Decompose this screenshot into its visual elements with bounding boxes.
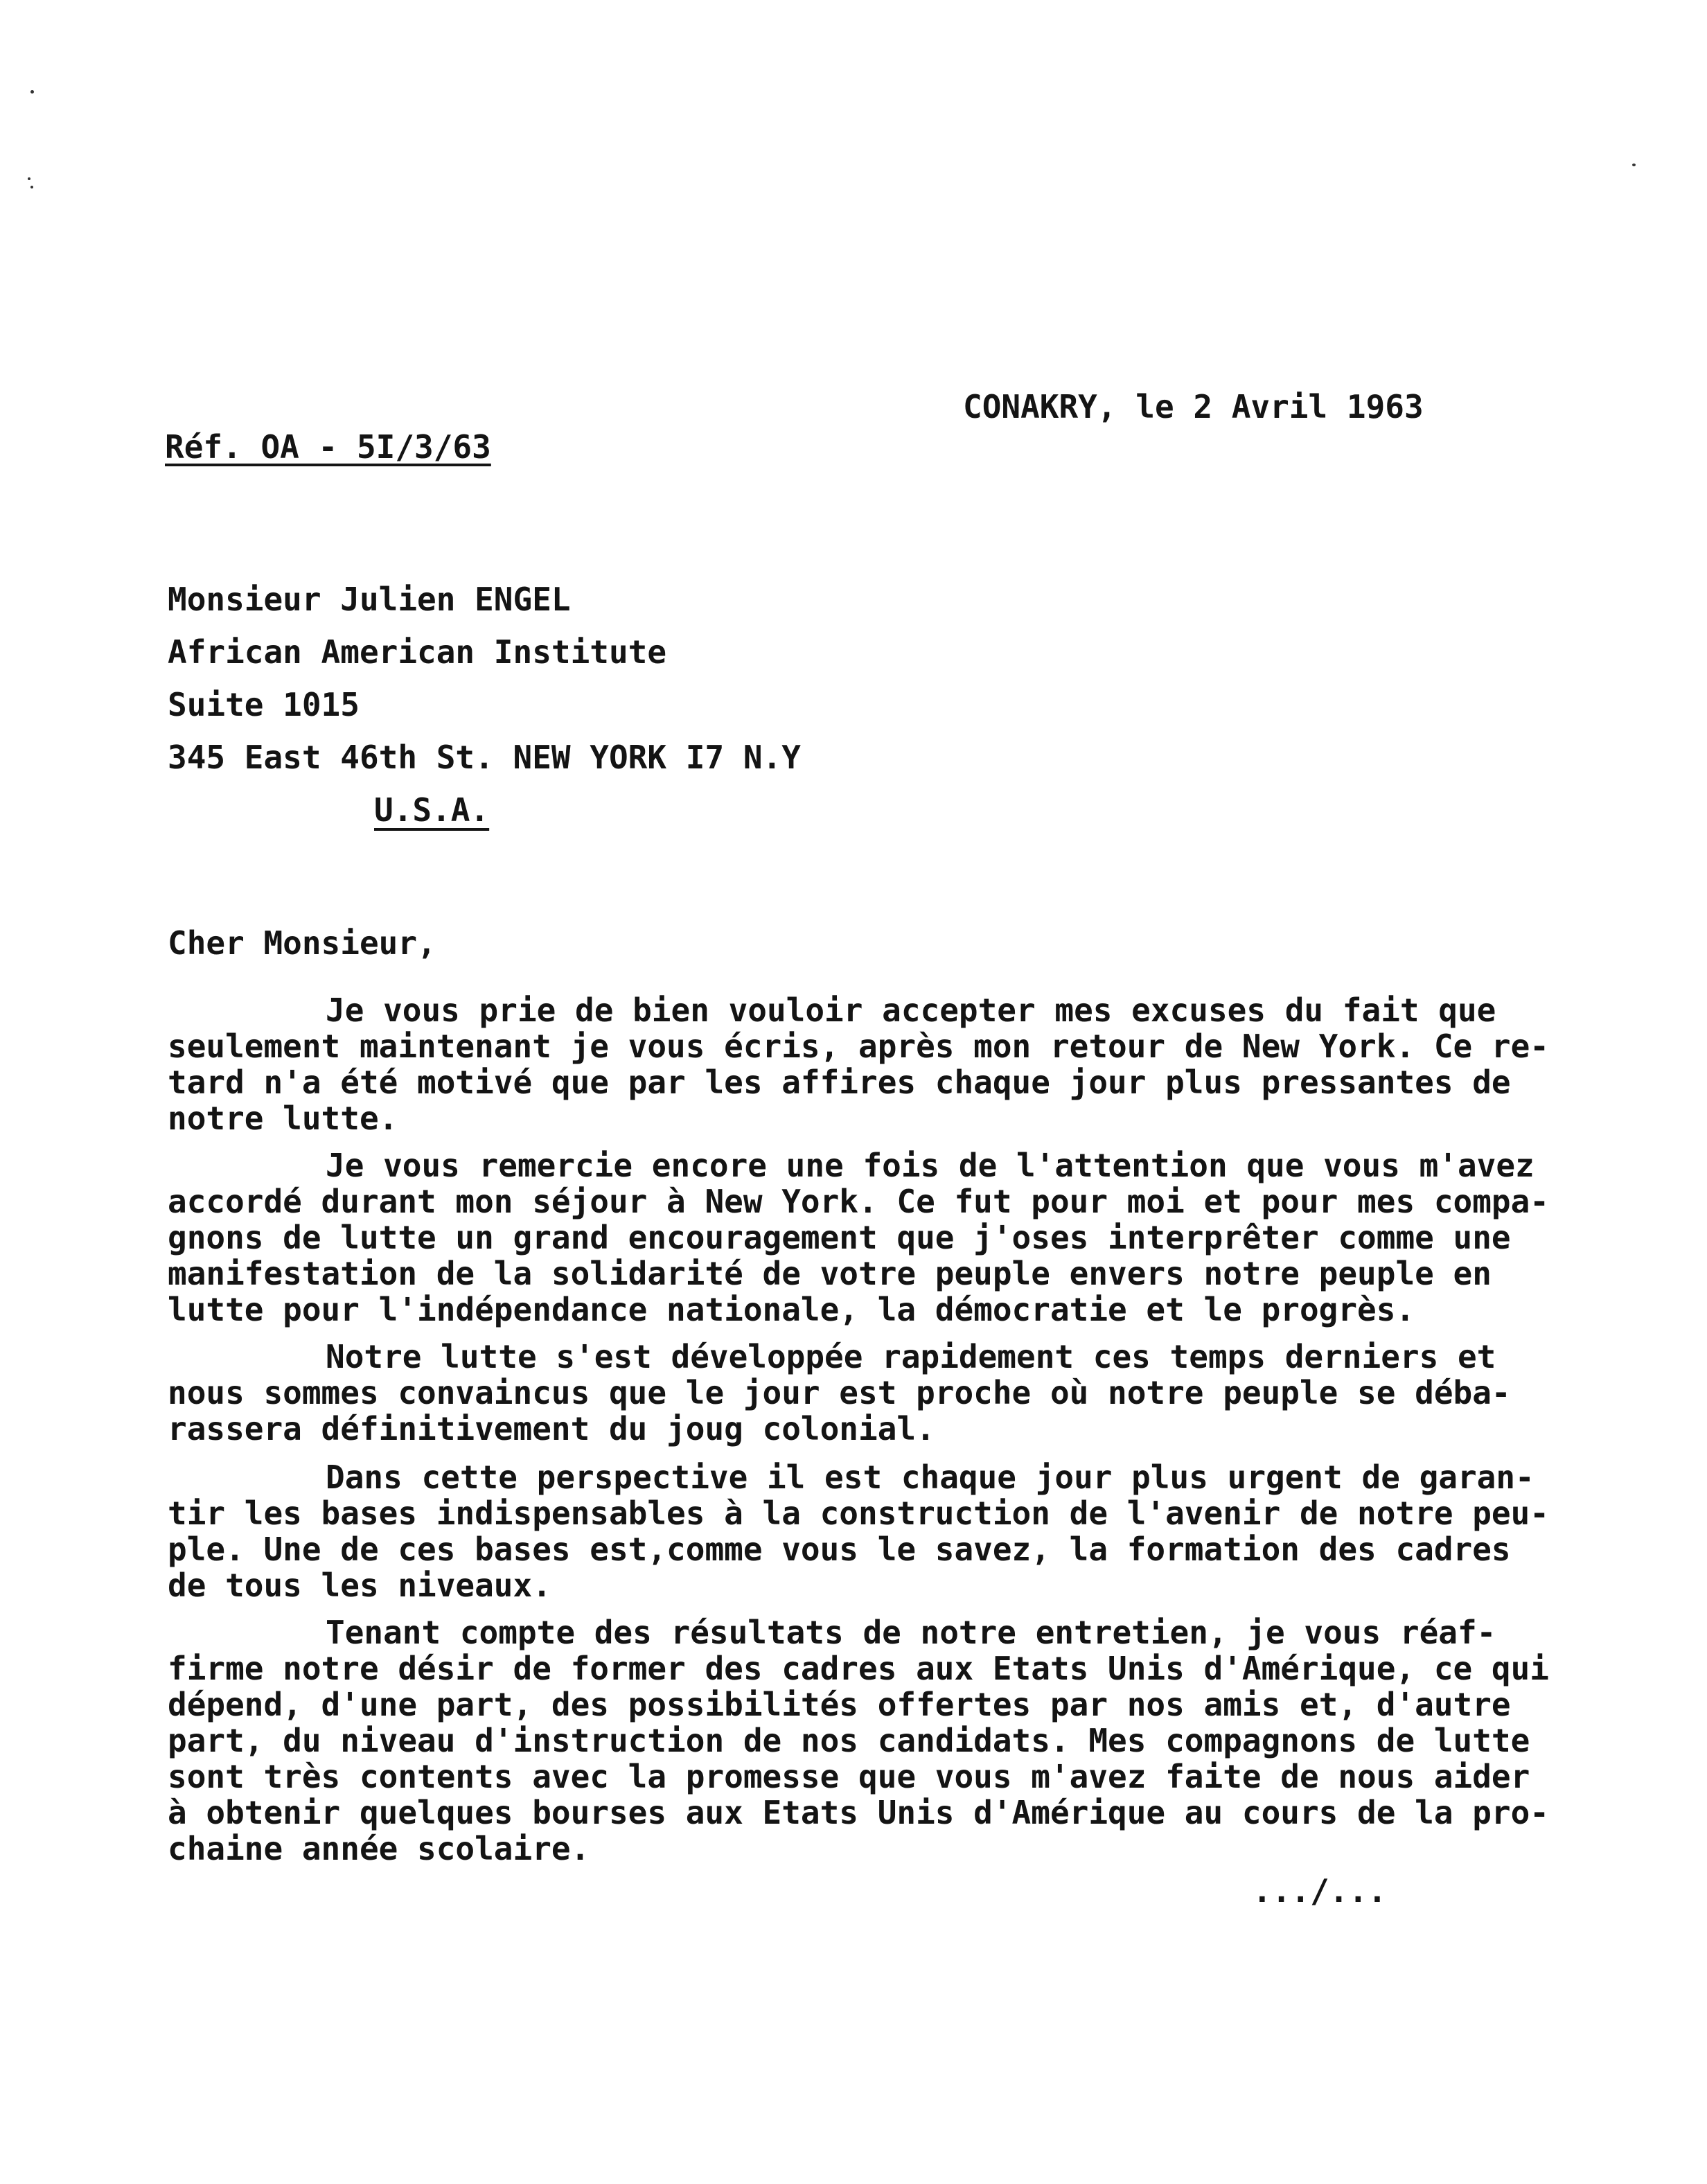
margin-speck [1632, 164, 1636, 166]
paragraph-line: de tous les niveaux. [168, 1567, 551, 1604]
paragraph-perspective [168, 1459, 1643, 1603]
paragraph-line: Je vous prie de bien vouloir accepter mes excuses du fait que [326, 992, 1496, 1029]
paragraph-line: accordé durant mon séjour à New York. Ce fut pour moi et pour mes compa- [168, 1183, 1549, 1220]
paragraph-line: ple. Une de ces bases est,comme vous le savez, la formation des cadres [168, 1531, 1511, 1568]
recipient-country: U.S.A. [374, 791, 490, 829]
paragraph-scholarships [168, 1614, 1643, 1867]
continued-marker: .../... [1253, 1872, 1387, 1910]
paragraph-line: tard n'a été motivé que par les affires chaque jour plus pressantes de [168, 1064, 1511, 1101]
paragraph-line: part, du niveau d'instruction de nos candidats. Mes compagnons de lutte [168, 1722, 1530, 1759]
margin-speck [28, 177, 30, 180]
paragraph-line: seulement maintenant je vous écris, après mon retour de New York. Ce re- [168, 1028, 1549, 1065]
recipient-name: Monsieur Julien ENGEL [168, 581, 571, 618]
reference-number: Réf. OA - 5I/3/63 [165, 428, 491, 466]
paragraph-line: Dans cette perspective il est chaque jour plus urgent de garan- [326, 1459, 1534, 1496]
paragraph-line: tir les bases indispensables à la construction de l'avenir de notre peu- [168, 1495, 1549, 1532]
paragraph-line: Notre lutte s'est développée rapidement ces temps derniers et [326, 1338, 1496, 1375]
paragraph-thanks [168, 1147, 1643, 1328]
salutation: Cher Monsieur, [168, 924, 436, 962]
paragraph-line: firme notre désir de former des cadres aux Etats Unis d'Amérique, ce qui [168, 1650, 1549, 1687]
recipient-suite: Suite 1015 [168, 686, 360, 723]
paragraph-line: notre lutte. [168, 1100, 398, 1137]
paragraph-struggle [168, 1339, 1643, 1447]
margin-speck [30, 90, 34, 94]
paragraph-line: gnons de lutte un grand encouragement que j'oses interprêter comme une [168, 1219, 1511, 1256]
paragraph-line: dépend, d'une part, des possibilités offertes par nos amis et, d'autre [168, 1686, 1511, 1723]
paragraph-apology [168, 992, 1643, 1136]
paragraph-line: manifestation de la solidarité de votre peuple envers notre peuple en [168, 1255, 1492, 1292]
paragraph-line: lutte pour l'indépendance nationale, la démocratie et le progrès. [168, 1291, 1415, 1328]
paragraph-line: à obtenir quelques bourses aux Etats Unis d'Amérique au cours de la pro- [168, 1794, 1549, 1831]
paragraph-line: Je vous remercie encore une fois de l'attention que vous m'avez [326, 1147, 1534, 1184]
paragraph-line: rassera définitivement du joug colonial. [168, 1410, 935, 1447]
paragraph-line: nous sommes convaincus que le jour est proche où notre peuple se déba- [168, 1374, 1511, 1411]
paragraph-line: chaine année scolaire. [168, 1830, 590, 1867]
paragraph-line: Tenant compte des résultats de notre entretien, je vous réaf- [326, 1614, 1496, 1651]
margin-speck [30, 186, 33, 188]
dateline: CONAKRY, le 2 Avril 1963 [963, 388, 1424, 425]
paragraph-line: sont très contents avec la promesse que vous m'avez faite de nous aider [168, 1758, 1530, 1795]
recipient-organization: African American Institute [168, 633, 667, 671]
recipient-street: 345 East 46th St. NEW YORK I7 N.Y [168, 739, 801, 776]
